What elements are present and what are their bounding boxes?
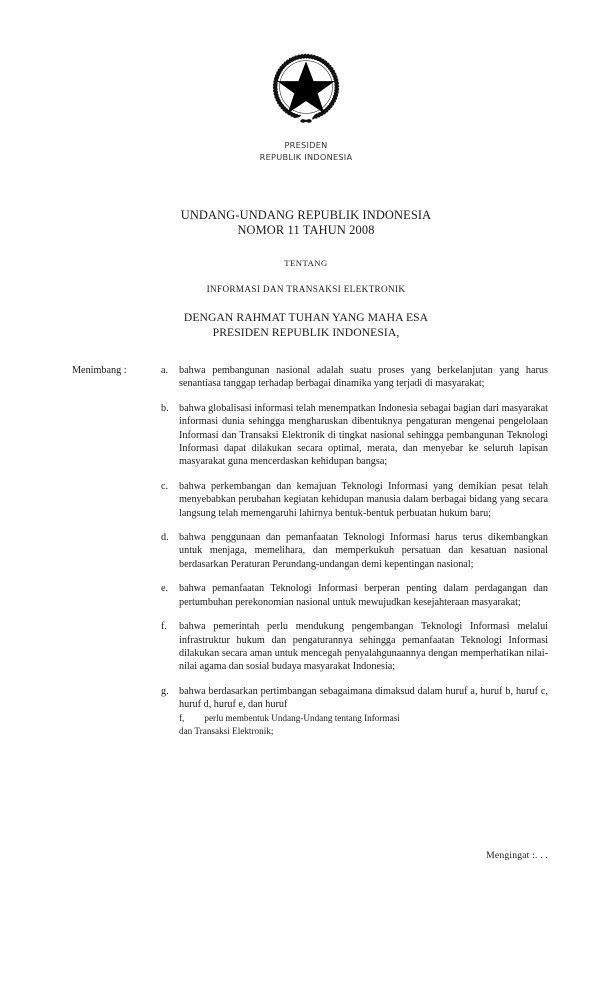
clause-marker-e: e.: [161, 583, 169, 595]
clause-text-e: bahwa pemanfaatan Teknologi Informasi berperan penting dalam perdagangan dan pertumbuhan perekonomian nasional untuk mewujudkan kesejahteraan masyarakat;: [179, 583, 548, 608]
clause-g-sub-line-2: dan Transaksi Elektronik;: [179, 725, 274, 736]
clause-marker-a: a.: [161, 365, 169, 376]
clause-body-d: [179, 531, 548, 571]
clause-text-d: bahwa penggunaan dan pemanfaatan Teknologi Informasi harus terus dikembangkan untuk menjaga, memelihara, dan memperkukuh persatuan dan kesatuan nasional berdasarkan Peraturan Perundang-undangan demi kepentingan nasional;: [179, 532, 548, 570]
clause-g-sub-prefix: f,: [179, 712, 185, 723]
indonesia-presidential-seal-icon: [263, 44, 349, 130]
emblem-caption-line-2: REPUBLIK INDONESIA: [259, 151, 353, 162]
decree-line-1: DENGAN RAHMAT TUHAN YANG MAHA ESA: [183, 311, 429, 324]
clause-item-d: [161, 531, 548, 571]
clause-text-b: bahwa globalisasi informasi telah menempatkan Indonesia sebagai bagian dari masyarakat informasi dunia sehingga mengharuskan dibentuknya pengaturan mengenai pengelolaan Informasi dan Transaksi Elektronik di tingkat nasional sehingga pembangunan Teknologi Informasi dapat dilakukan secara optimal, merata, dan menyebar ke seluruh lapisan masyarakat guna mencerdaskan kehidupan bangsa;: [179, 402, 548, 468]
clause-text-a: bahwa pembangunan nasional adalah suatu proses yang berkelanjutan yang harus senantiasa tanggap terhadap berbagai dinamika yang terjadi di masyarakat;: [179, 365, 548, 390]
clause-body-c: [179, 480, 548, 520]
clause-item-f: [161, 620, 548, 674]
clause-text-c: bahwa perkembangan dan kemajuan Teknologi Informasi yang demikian pesat telah menyebabkan perubahan kegiatan kehidupan manusia dalam berbagai bidang yang secara langsung telah memengaruhi lahirnya bentuk-bentuk perbuatan hukum baru;: [179, 480, 548, 519]
clause-item-b: [161, 402, 548, 469]
clause-item-a: [161, 364, 548, 391]
presidential-emblem-block: [0, 44, 612, 163]
clause-g-sub-line-1: [179, 712, 548, 725]
clause-list: [161, 364, 548, 738]
clause-body-g: [179, 685, 548, 738]
clause-marker-b: b.: [161, 402, 169, 414]
continuation-note: Mengingat :. . .: [486, 850, 548, 861]
title-subject: INFORMASI DAN TRANSAKSI ELEKTRONIK: [206, 284, 406, 295]
clause-body-a: [179, 364, 548, 391]
clause-item-c: [161, 480, 548, 520]
menimbang-label: Menimbang :: [72, 365, 127, 376]
title-tentang: TENTANG: [284, 258, 328, 269]
clause-body-e: [179, 582, 548, 609]
clause-body-b: [179, 402, 548, 469]
title-line-2: NOMOR 11 TAHUN 2008: [237, 223, 375, 238]
emblem-caption: [0, 140, 612, 163]
clause-item-g: [161, 685, 548, 738]
document-title-block: [0, 208, 612, 294]
emblem-caption-line-1: PRESIDEN: [284, 140, 328, 150]
clause-marker-g: g.: [161, 685, 169, 697]
decree-line-2: PRESIDEN REPUBLIK INDONESIA,: [212, 326, 400, 339]
clause-g-sub-text-1: perlu membentuk Undang-Undang tentang Informasi: [204, 712, 400, 723]
clause-marker-f: f.: [161, 621, 167, 633]
clause-text-f: bahwa pemerintah perlu mendukung pengembangan Teknologi Informasi melalui infrastruktur hukum dan pengaturannya sehingga pemanfaatan Teknologi Informasi dilakukan secara aman untuk mencegah penyalahgunaannya dengan memperhatikan nilai-nilai agama dan sosial budaya masyarakat Indonesia;: [179, 621, 548, 673]
clause-marker-d: d.: [161, 532, 169, 544]
title-line-1: UNDANG-UNDANG REPUBLIK INDONESIA: [180, 208, 432, 222]
clause-item-e: [161, 582, 548, 609]
decree-heading-block: [0, 310, 612, 340]
clause-body-f: [179, 620, 548, 674]
clause-text-g: bahwa berdasarkan pertimbangan sebagaimana dimaksud dalam huruf a, huruf b, huruf c, huruf d, huruf e, dan huruf: [179, 685, 548, 711]
clause-marker-c: c.: [161, 480, 169, 492]
